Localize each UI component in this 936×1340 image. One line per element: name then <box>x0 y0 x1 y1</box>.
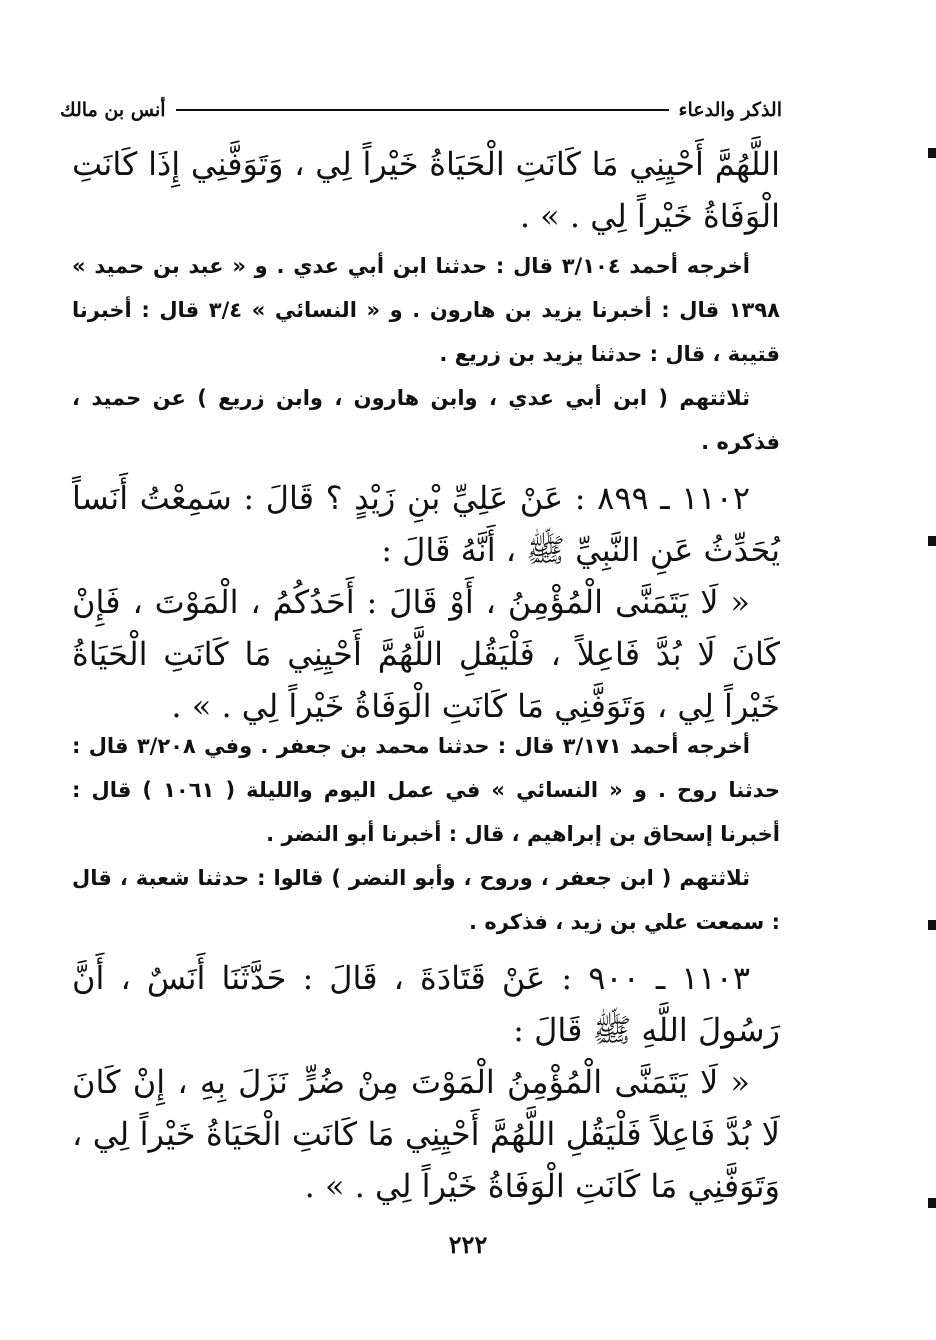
running-header <box>60 94 782 126</box>
page-number: ٢٢٢ <box>448 1230 488 1259</box>
takhrij-note: ثلاثتهم ( ابن أبي عدي ، وابن هارون ، وابن زريع ) عن حميد ، فذكره . <box>72 386 780 454</box>
scan-edge-mark <box>928 148 936 158</box>
hadith-text: اللَّهُمَّ أَحْيِنِي مَا كَانَتِ الْحَيَاةُ خَيْراً لِي ، وَتَوَفَّنِي إِذَا كَانَتِ الْوَفَاةُ خَيْراً لِي . » . <box>72 145 780 235</box>
header-chapter-title: الذكر والدعاء <box>678 99 782 121</box>
header-narrator-name: أنس بن مالك <box>60 99 166 121</box>
scan-edge-mark <box>928 920 936 930</box>
takhrij-note: ثلاثتهم ( ابن جعفر ، وروح ، وأبو النضر ) قالوا : حدثنا شعبة ، قال : سمعت علي بن زيد ، فذكره . <box>72 866 780 934</box>
hadith-heading: ١١٠٢ ـ ٨٩٩ : عَنْ عَلِيِّ بْنِ زَيْدٍ ؟ قَالَ : سَمِعْتُ أَنَساً يُحَدِّثُ عَنِ النَّبِيِّ ﷺ ، أَنَّهُ قَالَ : <box>72 479 780 569</box>
takhrij-note: أخرجه أحمد ٣/١٠٤ قال : حدثنا ابن أبي عدي . و « عبد بن حميد » ١٣٩٨ قال : أخبرنا يزيد بن هارون . و « النسائي » ٣/٤ قال : أخبرنا قتيبة ، قال : حدثنا يزيد بن زريع . <box>72 254 780 366</box>
scan-edge-mark <box>928 536 936 546</box>
hadith-text: « لَا يَتَمَنَّى الْمُؤْمِنُ ، أَوْ قَالَ : أَحَدُكُمُ ، الْمَوْتَ ، فَإِنْ كَانَ لَا بُدَّ فَاعِلاً ، فَلْيَقُلِ اللَّهُمَّ أَحْيِنِي مَا كَانَتِ الْحَيَاةُ خَيْراً لِي ، وَتَوَفَّنِي مَا كَانَتِ الْوَفَاةُ خَيْراً لِي . » . <box>72 583 780 725</box>
hadith-text: « لَا يَتَمَنَّى الْمُؤْمِنُ الْمَوْتَ مِنْ ضُرٍّ نَزَلَ بِهِ ، إِنْ كَانَ لَا بُدَّ فَاعِلاً فَلْيَقُلِ اللَّهُمَّ أَحْيِنِي مَا كَانَتِ الْحَيَاةُ خَيْراً لِي ، وَتَوَفَّنِي مَا كَانَتِ الْوَفَاةُ خَيْراً لِي . » . <box>72 1063 780 1205</box>
hadith-heading: ١١٠٣ ـ ٩٠٠ : عَنْ قَتَادَةَ ، قَالَ : حَدَّثَنَا أَنَسٌ ، أَنَّ رَسُولَ اللَّهِ ﷺ قَالَ : <box>72 959 780 1049</box>
scan-edge-mark <box>928 1198 936 1208</box>
header-rule <box>176 109 669 111</box>
takhrij-note: أخرجه أحمد ٣/١٧١ قال : حدثنا محمد بن جعفر . وفي ٣/٢٠٨ قال : حدثنا روح . و « النسائي » في عمل اليوم والليلة ( ١٠٦١ ) قال : أخبرنا إسحاق بن إبراهيم ، قال : أخبرنا أبو النضر . <box>72 734 780 846</box>
